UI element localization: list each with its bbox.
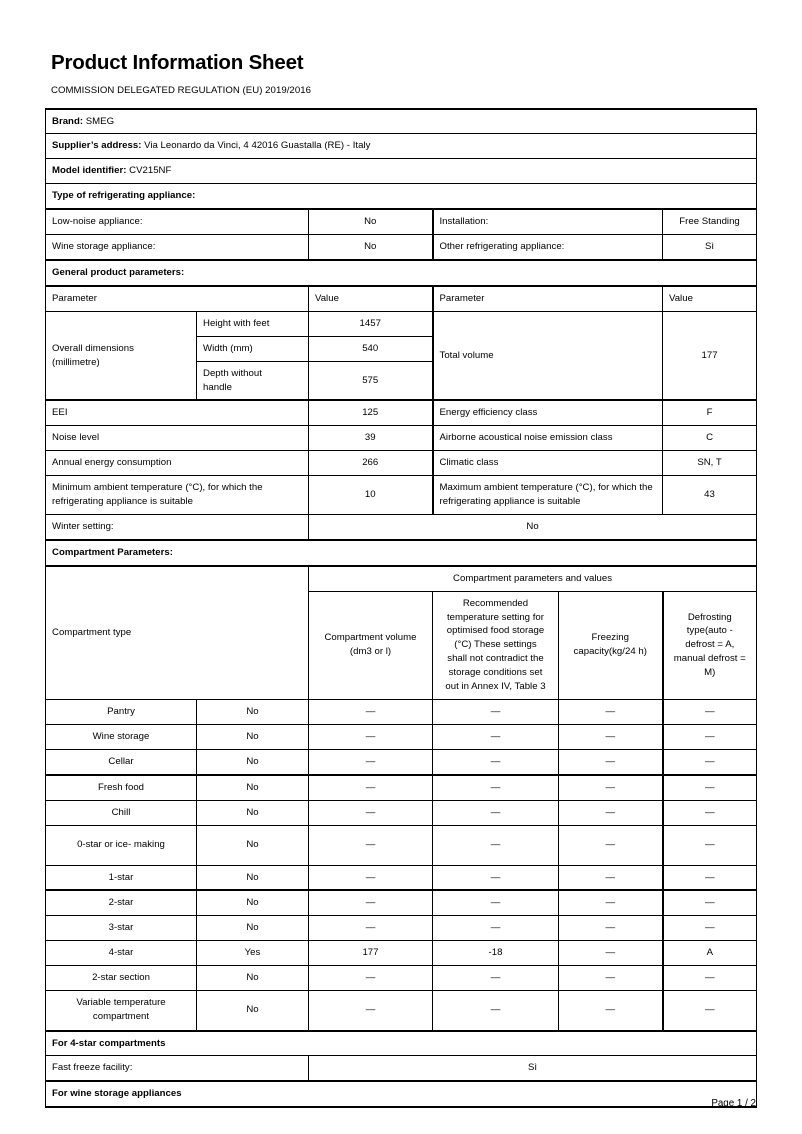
compartment-defrost-cell: —: [663, 916, 757, 941]
compartment-temperature-cell: —: [433, 775, 559, 800]
width-value: 540: [309, 336, 433, 361]
compartment-type-cell: Pantry: [46, 700, 197, 725]
overall-dimensions-line1: Overall dimensions: [52, 342, 134, 354]
table-row: [46, 966, 757, 991]
compartment-defrost-cell: —: [663, 775, 757, 800]
eei-label: EEI: [46, 400, 309, 425]
section-header-appliance-type: [46, 184, 757, 209]
overall-dimensions-line2: (millimetre): [52, 356, 100, 368]
table-row-supplier: [46, 134, 757, 159]
noise-class-value: C: [663, 426, 757, 451]
compartment-volume-header: Compartment volume (dm3 or l): [309, 591, 433, 699]
header-value-left: Value: [309, 286, 433, 311]
table-row: [46, 749, 757, 774]
general-parameters-title: General product parameters:: [46, 260, 757, 286]
table-row-fast-freeze: [46, 1056, 757, 1081]
compartment-volume-cell: —: [309, 700, 433, 725]
fast-freeze-value: Sì: [309, 1056, 757, 1081]
wine-storage-appliance-label: Wine storage appliance:: [46, 235, 309, 260]
compartment-type-cell: Chill: [46, 800, 197, 825]
compartment-temperature-cell: —: [433, 865, 559, 890]
compartment-present-cell: No: [197, 916, 309, 941]
compartment-present-cell: No: [197, 825, 309, 865]
compartment-type-cell: 1-star: [46, 865, 197, 890]
height-value: 1457: [309, 311, 433, 336]
supplier-label: Supplier’s address:: [52, 140, 142, 152]
section-header-four-star: [46, 1031, 757, 1056]
regulation-reference: COMMISSION DELEGATED REGULATION (EU) 2019/2016: [51, 84, 311, 96]
other-refrigerating-label: Other refrigerating appliance:: [433, 235, 663, 260]
table-row: [46, 775, 757, 800]
overall-dimensions-label: [46, 311, 197, 400]
annual-energy-label: Annual energy consumption: [46, 451, 309, 476]
compartment-volume-cell: 177: [309, 941, 433, 966]
total-volume-value: 177: [663, 311, 757, 400]
compartment-parameters-title: Compartment Parameters:: [46, 540, 757, 566]
winter-setting-value: No: [309, 514, 757, 539]
table-row-annual-energy: [46, 451, 757, 476]
four-star-title: For 4-star compartments: [46, 1031, 757, 1056]
compartment-type-cell: Cellar: [46, 749, 197, 774]
compartment-temperature-cell: —: [433, 916, 559, 941]
compartment-defrost-cell: —: [663, 825, 757, 865]
recommended-temperature-header: Recommended temperature setting for optimised food storage (°C) These settings shall not contradict the storage conditions set out in Annex IV, Table 3: [433, 591, 559, 699]
max-ambient-value: 43: [663, 476, 757, 515]
compartment-present-cell: No: [197, 991, 309, 1031]
table-row-wine-storage-appliance: [46, 235, 757, 260]
min-ambient-value: 10: [309, 476, 433, 515]
brand-cell: [46, 109, 757, 134]
compartment-freezing-cell: —: [559, 890, 663, 915]
table-row-noise: [46, 426, 757, 451]
compartment-defrost-cell: —: [663, 800, 757, 825]
compartment-freezing-cell: —: [559, 991, 663, 1031]
compartment-present-cell: No: [197, 749, 309, 774]
low-noise-value: No: [309, 209, 433, 234]
compartment-defrost-cell: —: [663, 865, 757, 890]
compartment-present-cell: No: [197, 890, 309, 915]
supplier-cell: [46, 134, 757, 159]
fast-freeze-label: Fast freeze facility:: [46, 1056, 309, 1081]
installation-label: Installation:: [433, 209, 663, 234]
table-row: [46, 890, 757, 915]
compartment-volume-cell: —: [309, 865, 433, 890]
other-refrigerating-value: Sì: [663, 235, 757, 260]
compartment-freezing-cell: —: [559, 724, 663, 749]
compartment-volume-cell: —: [309, 724, 433, 749]
table-row: [46, 991, 757, 1031]
section-header-compartment-parameters: [46, 540, 757, 566]
compartment-present-cell: Yes: [197, 941, 309, 966]
compartment-present-cell: No: [197, 800, 309, 825]
compartment-volume-cell: —: [309, 890, 433, 915]
noise-level-value: 39: [309, 426, 433, 451]
min-ambient-label: Minimum ambient temperature (°C), for which the refrigerating appliance is suitable: [46, 476, 309, 515]
compartment-present-cell: No: [197, 865, 309, 890]
width-label: Width (mm): [197, 336, 309, 361]
model-value: CV215NF: [129, 165, 172, 177]
compartment-defrost-cell: —: [663, 991, 757, 1031]
compartment-freezing-cell: —: [559, 800, 663, 825]
total-volume-label: Total volume: [433, 311, 663, 400]
compartment-defrost-cell: —: [663, 890, 757, 915]
compartment-freezing-cell: —: [559, 916, 663, 941]
installation-value: Free Standing: [663, 209, 757, 234]
climatic-class-value: SN, T: [663, 451, 757, 476]
low-noise-label: Low-noise appliance:: [46, 209, 309, 234]
header-parameter-left: Parameter: [46, 286, 309, 311]
section-header-general-parameters: [46, 260, 757, 286]
compartment-temperature-cell: —: [433, 825, 559, 865]
compartment-defrost-cell: —: [663, 724, 757, 749]
table-row-brand: [46, 109, 757, 134]
noise-level-label: Noise level: [46, 426, 309, 451]
winter-setting-label: Winter setting:: [46, 514, 309, 539]
model-cell: [46, 159, 757, 184]
compartment-defrost-cell: —: [663, 700, 757, 725]
compartment-freezing-cell: —: [559, 749, 663, 774]
compartment-volume-cell: —: [309, 775, 433, 800]
table-row-ambient-temp: [46, 476, 757, 515]
table-row-eei: [46, 400, 757, 425]
eei-value: 125: [309, 400, 433, 425]
compartment-volume-cell: —: [309, 800, 433, 825]
compartment-volume-cell: —: [309, 916, 433, 941]
compartment-temperature-cell: —: [433, 800, 559, 825]
depth-value: 575: [309, 361, 433, 400]
compartment-values-group-header: Compartment parameters and values: [309, 566, 757, 591]
compartment-freezing-cell: —: [559, 700, 663, 725]
compartment-freezing-cell: —: [559, 941, 663, 966]
table-row-height: [46, 311, 757, 336]
document-page: [45, 40, 756, 1108]
table-row-parameter-headers: [46, 286, 757, 311]
compartment-temperature-cell: —: [433, 890, 559, 915]
compartment-freezing-cell: —: [559, 865, 663, 890]
compartment-type-cell: Wine storage: [46, 724, 197, 749]
compartment-freezing-cell: —: [559, 775, 663, 800]
compartment-type-cell: 2-star section: [46, 966, 197, 991]
table-row: [46, 825, 757, 865]
header-value-right: Value: [663, 286, 757, 311]
table-row-compartment-group-header: [46, 566, 757, 591]
appliance-type-title: Type of refrigerating appliance:: [46, 184, 757, 209]
annual-energy-value: 266: [309, 451, 433, 476]
table-row: [46, 700, 757, 725]
compartment-defrost-cell: —: [663, 749, 757, 774]
brand-value: SMEG: [85, 115, 115, 127]
compartment-freezing-cell: —: [559, 966, 663, 991]
brand-label: Brand:: [52, 115, 84, 127]
freezing-capacity-header: Freezing capacity(kg/24 h): [559, 591, 663, 699]
table-row-winter-setting: [46, 514, 757, 539]
table-row: [46, 724, 757, 749]
compartment-type-cell: Fresh food: [46, 775, 197, 800]
compartment-volume-cell: —: [309, 825, 433, 865]
energy-class-label: Energy efficiency class: [433, 400, 663, 425]
header-parameter-right: Parameter: [433, 286, 663, 311]
compartment-temperature-cell: —: [433, 966, 559, 991]
max-ambient-label: Maximum ambient temperature (°C), for which the refrigerating appliance is suitable: [433, 476, 663, 515]
model-label: Model identifier:: [52, 165, 127, 177]
section-header-wine-storage: [46, 1081, 757, 1107]
compartment-freezing-cell: —: [559, 825, 663, 865]
defrosting-type-header: Defrosting type(auto - defrost = A, manual defrost = M): [663, 591, 757, 699]
table-row-model: [46, 159, 757, 184]
compartment-temperature-cell: —: [433, 724, 559, 749]
table-row-low-noise: [46, 209, 757, 234]
noise-class-label: Airborne acoustical noise emission class: [433, 426, 663, 451]
wine-storage-appliance-value: No: [309, 235, 433, 260]
page-title: Product Information Sheet: [51, 51, 304, 74]
product-information-table: [45, 108, 757, 1109]
compartment-present-cell: No: [197, 966, 309, 991]
table-row: [46, 916, 757, 941]
compartment-temperature-cell: —: [433, 991, 559, 1031]
compartment-volume-cell: —: [309, 749, 433, 774]
compartment-present-cell: No: [197, 724, 309, 749]
compartment-type-cell: 3-star: [46, 916, 197, 941]
wine-storage-title: For wine storage appliances: [46, 1081, 757, 1107]
compartment-present-cell: No: [197, 775, 309, 800]
compartment-volume-cell: —: [309, 966, 433, 991]
compartment-type-cell: 4-star: [46, 941, 197, 966]
page-footer: Page 1 / 2: [711, 1098, 756, 1109]
compartment-temperature-cell: —: [433, 749, 559, 774]
climatic-class-label: Climatic class: [433, 451, 663, 476]
compartment-present-cell: No: [197, 700, 309, 725]
compartment-volume-cell: —: [309, 991, 433, 1031]
compartment-type-header: Compartment type: [46, 566, 309, 700]
compartment-temperature-cell: —: [433, 700, 559, 725]
table-row: [46, 800, 757, 825]
table-row: [46, 865, 757, 890]
height-label: Height with feet: [197, 311, 309, 336]
compartment-defrost-cell: —: [663, 966, 757, 991]
energy-class-value: F: [663, 400, 757, 425]
depth-label: Depth without handle: [197, 361, 309, 400]
compartment-type-cell: 2-star: [46, 890, 197, 915]
compartment-defrost-cell: A: [663, 941, 757, 966]
compartment-type-cell: 0-star or ice- making: [46, 825, 197, 865]
table-row: [46, 941, 757, 966]
compartment-temperature-cell: -18: [433, 941, 559, 966]
compartment-type-cell: Variable temperature compartment: [46, 991, 197, 1031]
supplier-value: Via Leonardo da Vinci, 4 42016 Guastalla (RE) - Italy: [144, 140, 371, 152]
